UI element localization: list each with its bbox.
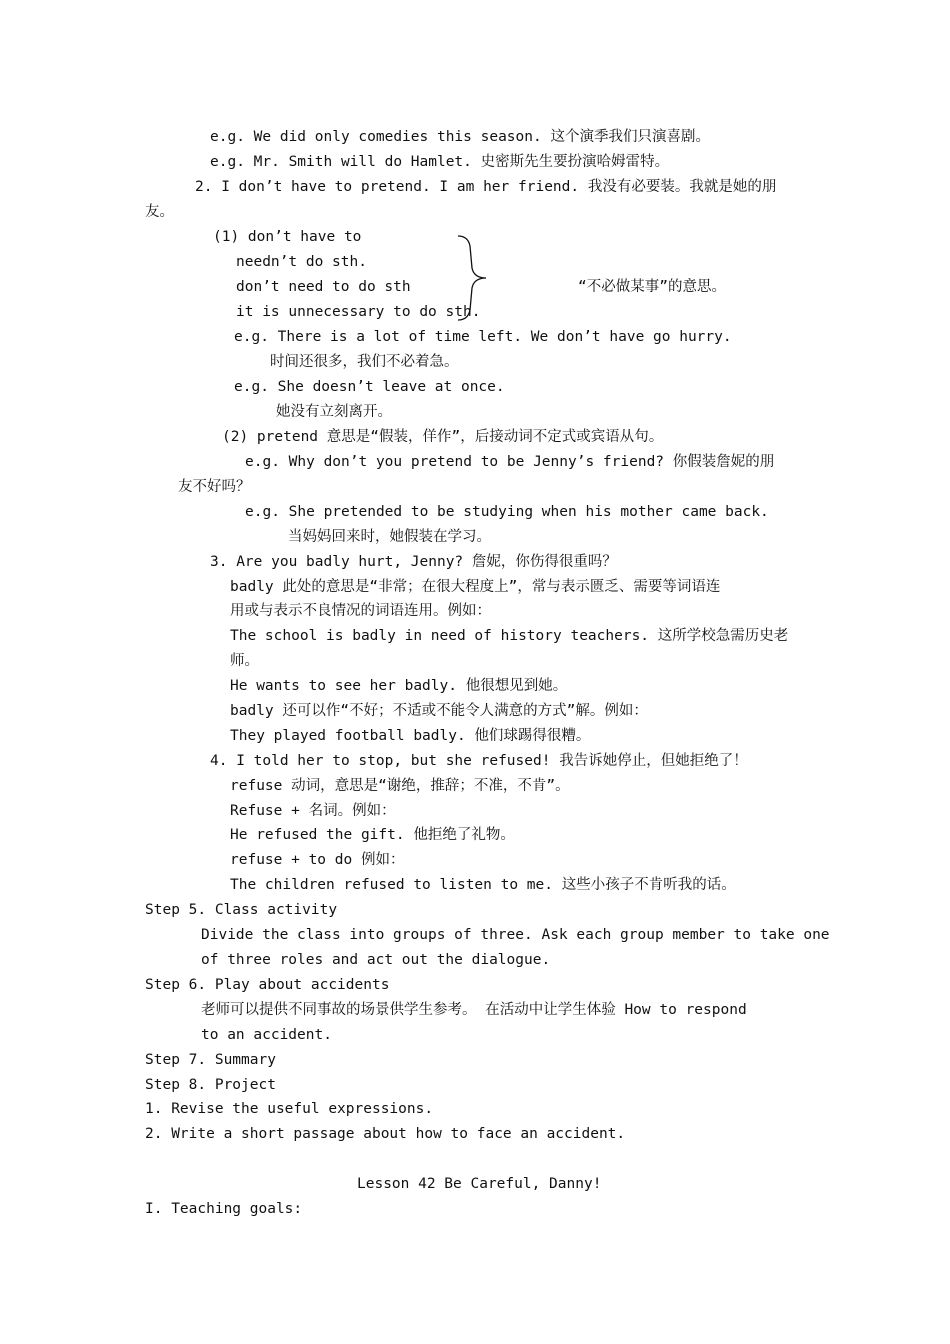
example-line: e.g. We did only comedies this season. 这个演季我们只演喜剧。: [210, 129, 710, 145]
note-heading: 4. I told her to stop, but she refused! 我告诉她停止，但她拒绝了！: [210, 753, 748, 769]
text-line: They played football badly. 他们球踢得很糟。: [230, 728, 591, 744]
phrase-item: (1) don’t have to: [213, 229, 362, 245]
note-subheading: (2) pretend 意思是“假装，佯作”，后接动词不定式或宾语从句。: [222, 429, 664, 445]
text-line: badly 还可以作“不好；不适或不能令人满意的方式”解。例如：: [230, 703, 648, 719]
step-heading: Step 7. Summary: [145, 1052, 276, 1068]
example-line: e.g. Why don’t you pretend to be Jenny’s friend? 你假装詹妮的朋: [245, 454, 775, 470]
phrase-item: don’t need to do sth: [236, 279, 411, 295]
project-item: 2. Write a short passage about how to face an accident.: [145, 1126, 626, 1142]
text-line: The children refused to listen to me. 这些小孩子不肯听我的话。: [230, 877, 736, 893]
section-heading: I. Teaching goals:: [145, 1201, 303, 1217]
text-line: 友。: [145, 204, 174, 220]
text-line: Divide the class into groups of three. Ask each group member to take one: [201, 927, 830, 943]
note-heading: 3. Are you badly hurt, Jenny? 詹妮，你伤得很重吗？: [210, 554, 617, 570]
text-line: The school is badly in need of history teachers. 这所学校急需历史老: [230, 628, 789, 644]
project-item: 1. Revise the useful expressions.: [145, 1101, 434, 1117]
text-line: 师。: [230, 653, 259, 669]
example-line: e.g. She pretended to be studying when his mother came back.: [245, 504, 769, 520]
step-heading: Step 5. Class activity: [145, 902, 338, 918]
text-line: 友不好吗？: [178, 479, 251, 495]
step-heading: Step 6. Play about accidents: [145, 977, 390, 993]
text-line: He wants to see her badly. 他很想见到她。: [230, 678, 568, 694]
text-line: 老师可以提供不同事故的场景供学生参考。 在活动中让学生体验 How to respond: [201, 1002, 747, 1018]
text-line: of three roles and act out the dialogue.: [201, 952, 551, 968]
translation-line: 她没有立刻离开。: [276, 404, 392, 420]
phrase-item: needn’t do sth.: [236, 254, 367, 270]
translation-line: 时间还很多，我们不必着急。: [270, 354, 459, 370]
text-line: to an accident.: [201, 1027, 332, 1043]
text-line: badly 此处的意思是“非常；在很大程度上”，常与表示匮乏、需要等词语连: [230, 579, 721, 595]
text-line: Refuse + 名词。例如：: [230, 803, 396, 819]
text-line: refuse + to do 例如：: [230, 852, 405, 868]
step-heading: Step 8. Project: [145, 1077, 276, 1093]
translation-line: 当妈妈回来时，她假装在学习。: [288, 529, 491, 545]
text-line: refuse 动词，意思是“谢绝，推辞；不准，不肯”。: [230, 778, 570, 794]
note-heading: 2. I don’t have to pretend. I am her friend. 我没有必要装。我就是她的朋: [195, 179, 777, 195]
example-line: e.g. She doesn’t leave at once.: [234, 379, 505, 395]
lesson-title: Lesson 42 Be Careful, Danny!: [357, 1176, 602, 1192]
text-line: 用或与表示不良情况的词语连用。例如：: [230, 603, 491, 619]
example-line: e.g. There is a lot of time left. We don’t have go hurry.: [234, 329, 732, 345]
phrase-item: it is unnecessary to do sth.: [236, 304, 481, 320]
phrase-meaning: “不必做某事”的意思。: [578, 279, 726, 295]
curly-brace-icon: [456, 234, 496, 322]
example-line: e.g. Mr. Smith will do Hamlet. 史密斯先生要扮演哈姆雷特。: [210, 154, 670, 170]
text-line: He refused the gift. 他拒绝了礼物。: [230, 827, 515, 843]
